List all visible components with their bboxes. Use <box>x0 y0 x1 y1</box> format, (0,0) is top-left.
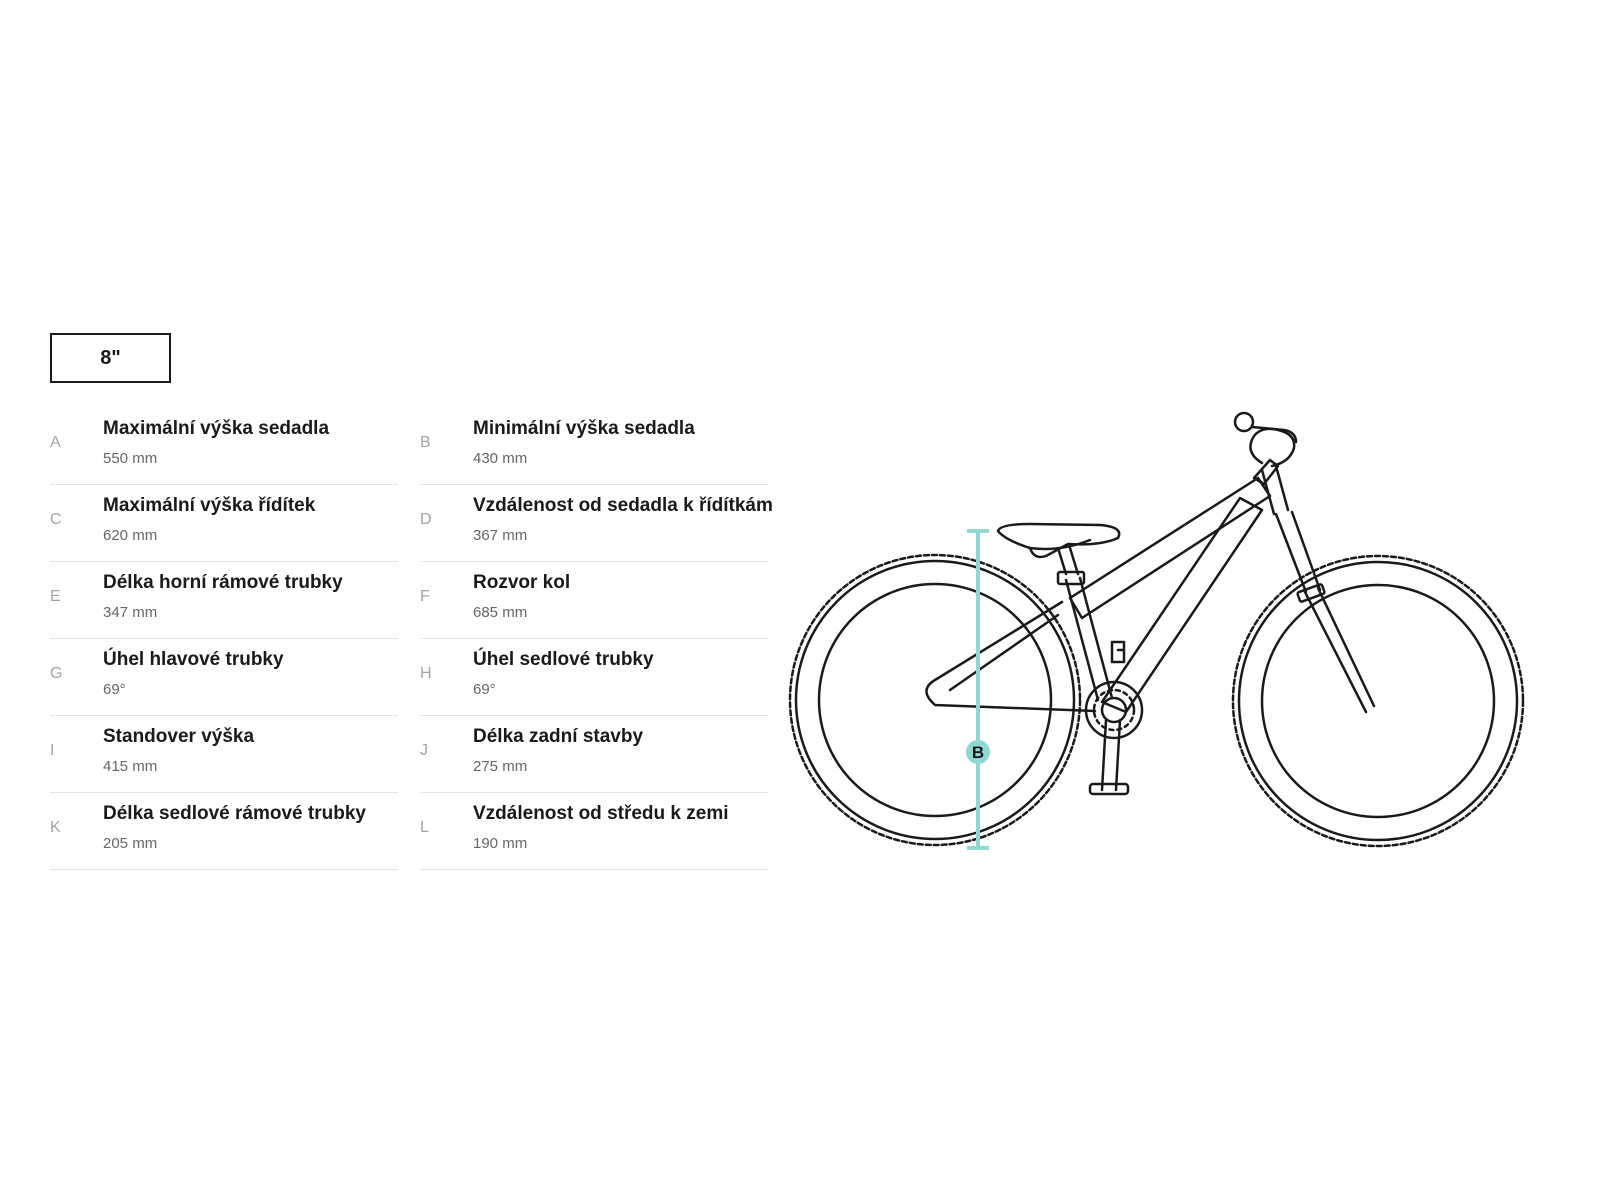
spec-letter: B <box>420 434 431 451</box>
spec-label: Minimální výška sedadla <box>473 418 695 439</box>
size-tab-8[interactable] <box>50 333 171 383</box>
spec-value: 190 mm <box>473 835 528 852</box>
spec-label: Maximální výška sedadla <box>103 418 330 439</box>
stem <box>1254 460 1278 484</box>
spec-row-e <box>50 562 398 639</box>
spec-row-l <box>420 793 768 870</box>
spec-value: 275 mm <box>473 758 528 775</box>
spec-row-h <box>420 639 768 716</box>
spec-row-g <box>50 639 398 716</box>
spec-letter: L <box>420 819 429 836</box>
measure-b-indicator <box>966 531 990 848</box>
measure-b-letter: B <box>971 743 985 762</box>
spec-letter: F <box>420 588 430 605</box>
spec-label: Vzdálenost od sedadla k řídítkám <box>473 495 773 516</box>
spec-label: Úhel hlavové trubky <box>103 649 284 670</box>
geometry-spec-table <box>50 408 773 870</box>
fork <box>1276 512 1374 712</box>
spec-label: Délka sedlové rámové trubky <box>103 803 366 824</box>
spec-row-a <box>50 408 398 485</box>
spec-row-c <box>50 485 398 562</box>
spec-letter: D <box>420 511 432 528</box>
size-tab-label: 8" <box>100 346 121 369</box>
spec-row-f <box>420 562 768 639</box>
spec-value: 550 mm <box>103 450 158 467</box>
spec-letter: E <box>50 588 61 605</box>
spec-label: Délka horní rámové trubky <box>103 572 343 593</box>
spec-value: 620 mm <box>103 527 158 544</box>
spec-letter: C <box>50 511 62 528</box>
spec-value: 69° <box>103 681 126 698</box>
seat-post <box>1058 548 1078 574</box>
down-tube <box>1102 498 1262 712</box>
spec-row-i <box>50 716 398 793</box>
spec-value: 367 mm <box>473 527 528 544</box>
spec-row-j <box>420 716 768 793</box>
drivetrain <box>1086 642 1142 794</box>
spec-value: 347 mm <box>103 604 158 621</box>
spec-row-d <box>420 485 773 562</box>
spec-letter: G <box>50 665 63 682</box>
spec-letter: K <box>50 819 61 836</box>
front-wheel <box>1233 556 1523 846</box>
spec-letter: I <box>50 742 55 759</box>
spec-label: Úhel sedlové trubky <box>473 649 654 670</box>
spec-label: Vzdálenost od středu k zemi <box>473 803 729 824</box>
spec-value: 430 mm <box>473 450 528 467</box>
spec-value: 205 mm <box>103 835 158 852</box>
spec-row-k <box>50 793 398 870</box>
rear-triangle <box>927 602 1096 711</box>
bike-geometry-diagram <box>780 400 1540 860</box>
spec-label: Rozvor kol <box>473 572 571 593</box>
spec-value: 415 mm <box>103 758 158 775</box>
rear-wheel <box>790 555 1080 845</box>
spec-letter: A <box>50 434 61 451</box>
spec-label: Standover výška <box>103 726 255 747</box>
spec-value: 685 mm <box>473 604 528 621</box>
spec-label: Délka zadní stavby <box>473 726 644 747</box>
spec-label: Maximální výška řídítek <box>103 495 316 516</box>
spec-letter: H <box>420 665 432 682</box>
spec-letter: J <box>420 742 428 759</box>
spec-row-b <box>420 408 768 485</box>
spec-value: 69° <box>473 681 496 698</box>
